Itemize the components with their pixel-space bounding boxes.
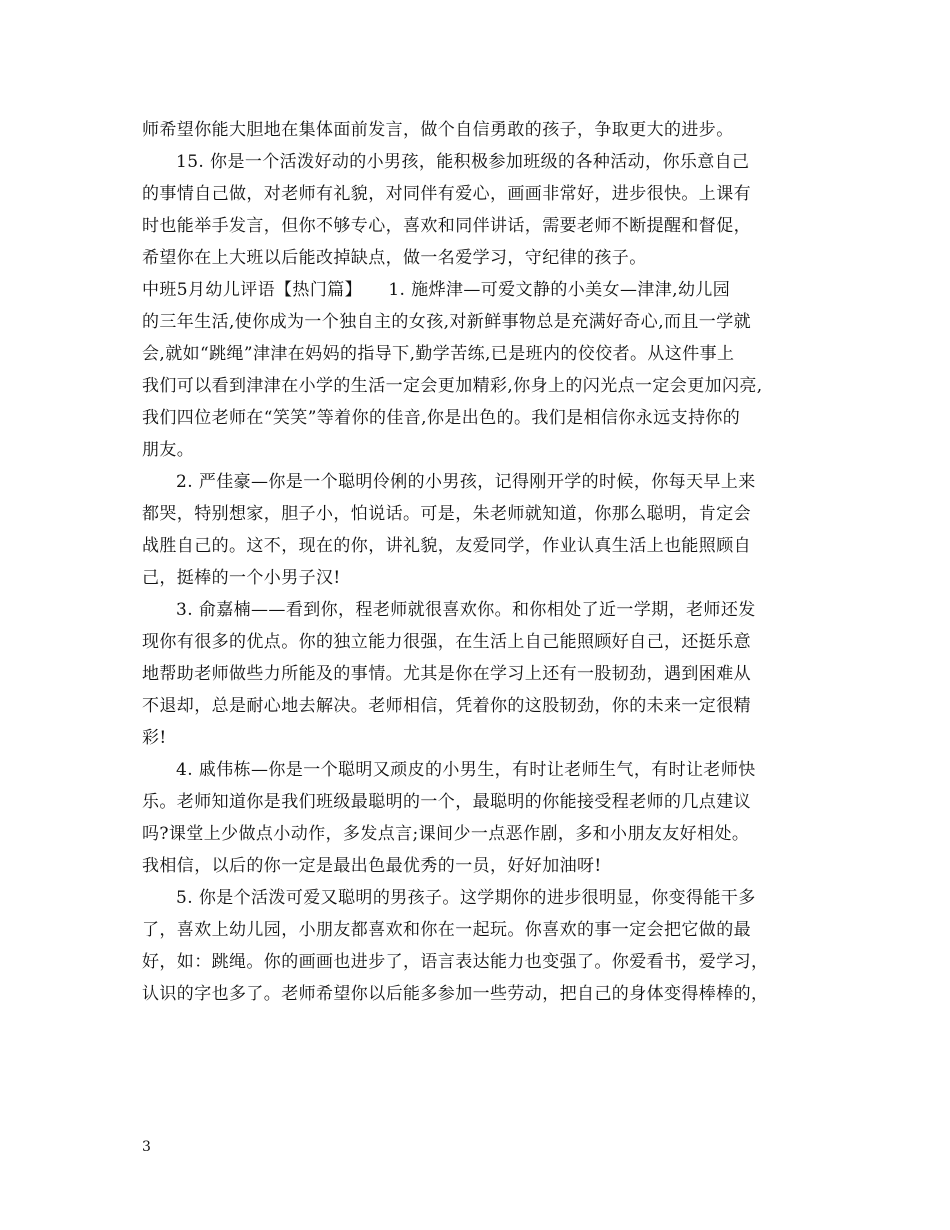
text-line: 不退却，总是耐心地去解决。老师相信，凭着你的这股韧劲，你的未来一定很精 <box>142 696 751 716</box>
page-number: 3 <box>142 1139 151 1155</box>
text-line: 会,就如“跳绳”津津在妈妈的指导下,勤学苦练,已是班内的佼佼者。从这件事上 <box>142 344 735 364</box>
text-line: 时也能举手发言，但你不够专心，喜欢和同伴讲话，需要老师不断提醒和督促， <box>142 216 751 236</box>
text-line: 4. 戚伟栋—你是一个聪明又顽皮的小男生，有时让老师生气，有时让老师快 <box>176 760 756 780</box>
text-line: 地帮助老师做些力所能及的事情。尤其是你在学习上还有一股韧劲，遇到困难从 <box>142 664 751 684</box>
text-line: 了，喜欢上幼儿园，小朋友都喜欢和你在一起玩。你喜欢的事一定会把它做的最 <box>142 920 751 940</box>
text-line: 吗?课堂上少做点小动作，多发点言;课间少一点恶作剧，多和小朋友友好相处。 <box>142 824 750 844</box>
text-line: 彩! <box>142 728 167 748</box>
text-line: 3. 俞嘉楠——看到你，程老师就很喜欢你。和你相处了近一学期，老师还发 <box>176 600 756 620</box>
text-line: 好，如：跳绳。你的画画也进步了，语言表达能力也变强了。你爱看书，爱学习， <box>142 952 769 972</box>
text-line: 朋友。 <box>142 440 195 460</box>
text-line: 战胜自己的。这不，现在的你，讲礼貌，友爱同学，作业认真生活上也能照顾自 <box>142 536 751 556</box>
text-line: 我相信，以后的你一定是最出色最优秀的一员，好好加油呀! <box>142 856 602 876</box>
text-line: 师希望你能大胆地在集体面前发言，做个自信勇敢的孩子，争取更大的进步。 <box>142 120 734 140</box>
text-line: 5. 你是个活泼可爱又聪明的男孩子。这学期你的进步很明显，你变得能干多 <box>176 888 756 908</box>
text-line: 的事情自己做，对老师有礼貌，对同伴有爱心，画画非常好，进步很快。上课有 <box>142 184 751 204</box>
text-line: 都哭，特别想家，胆子小，怕说话。可是，朱老师就知道，你那么聪明，肯定会 <box>142 504 751 524</box>
text-line: 希望你在上大班以后能改掉缺点，做一名爱学习，守纪律的孩子。 <box>142 248 647 268</box>
text-line: 我们可以看到津津在小学的生活一定会更加精彩,你身上的闪光点一定会更加闪亮, <box>142 376 763 396</box>
text-line: 己，挺棒的一个小男子汉! <box>142 568 341 588</box>
text-line: 中班5月幼儿评语【热门篇】 1. 施烨津—可爱文静的小美女—津津,幼儿园 <box>142 280 731 300</box>
text-line: 认识的字也多了。老师希望你以后能多参加一些劳动，把自己的身体变得棒棒的， <box>142 984 769 1004</box>
text-line: 2. 严佳豪—你是一个聪明伶俐的小男孩，记得刚开学的时候，你每天早上来 <box>176 472 756 492</box>
text-line: 的三年生活,使你成为一个独自主的女孩,对新鲜事物总是充满好奇心,而且一学就 <box>142 312 752 332</box>
text-line: 乐。老师知道你是我们班级最聪明的一个，最聪明的你能接受程老师的几点建议 <box>142 792 751 812</box>
text-line: 现你有很多的优点。你的独立能力很强，在生活上自己能照顾好自己，还挺乐意 <box>142 632 751 652</box>
text-line: 我们四位老师在“笑笑”等着你的佳音,你是出色的。我们是相信你永远支持你的 <box>142 408 741 428</box>
text-line: 15. 你是一个活泼好动的小男孩，能积极参加班级的各种活动，你乐意自己 <box>176 152 750 172</box>
